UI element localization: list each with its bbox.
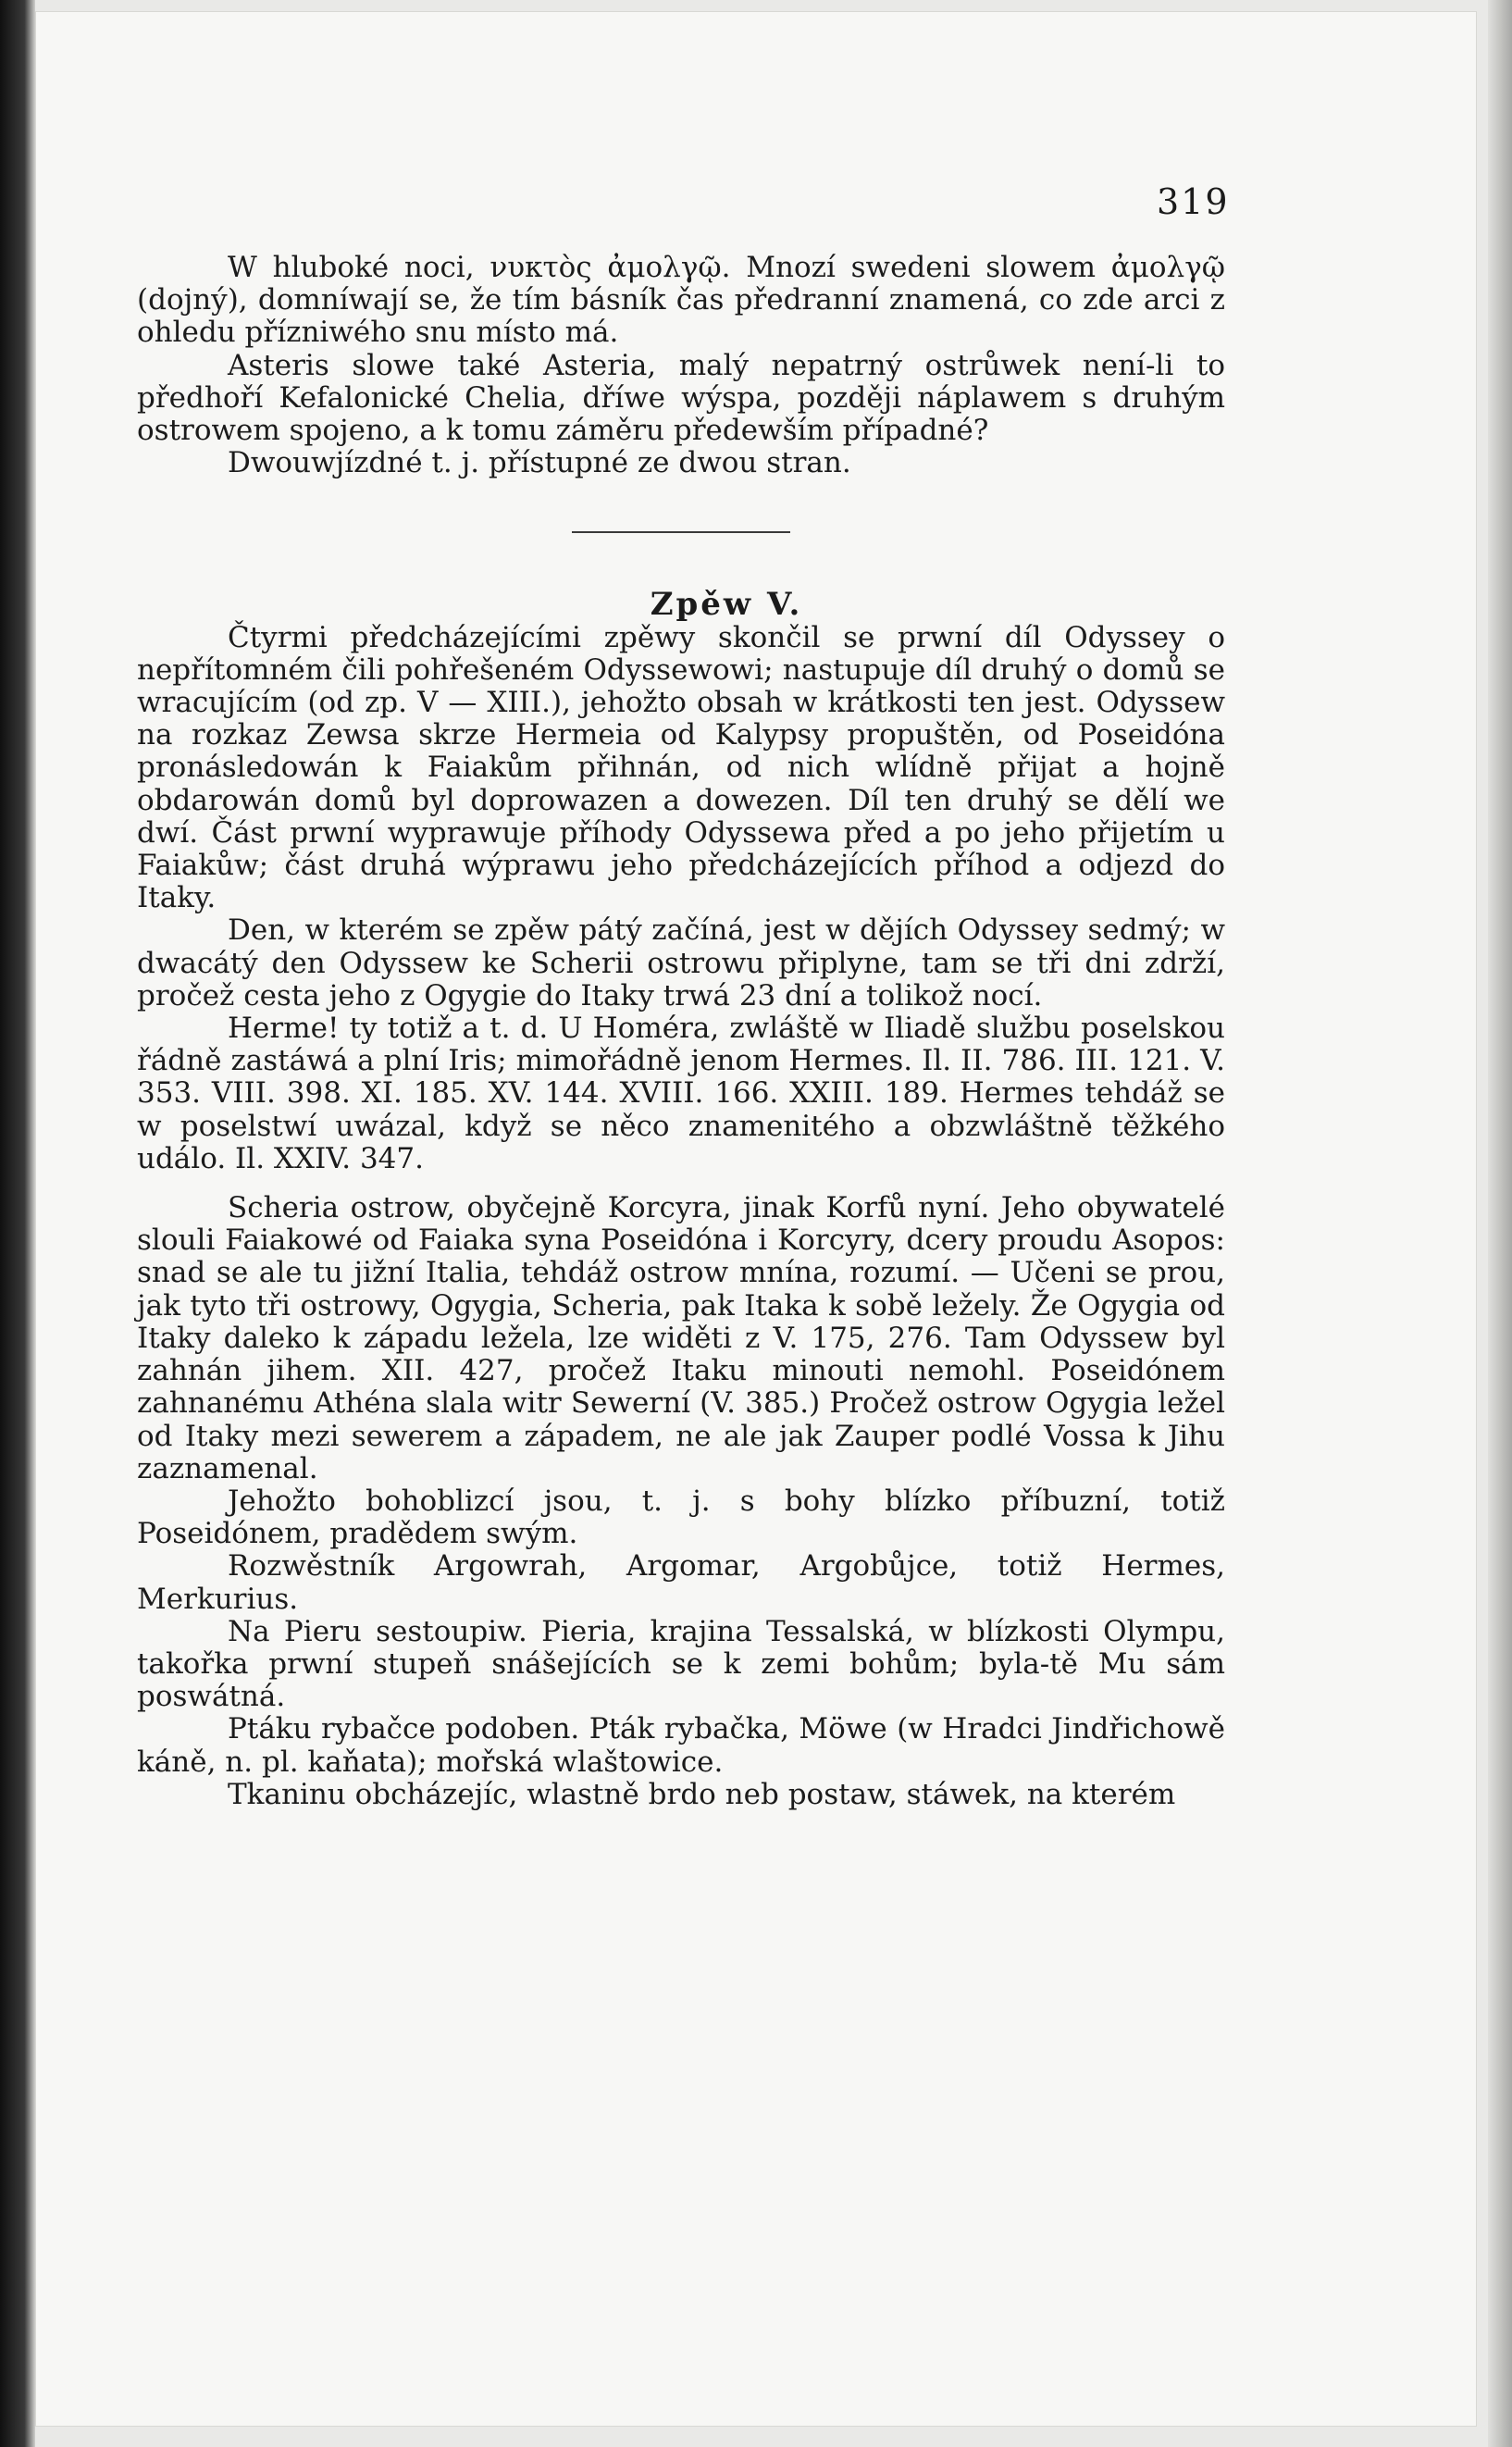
chapter-heading: Zpěw V. bbox=[650, 586, 803, 624]
paragraph: Rozwěstník Argowrah, Argomar, Argobůjce, totiž Hermes, Merkurius. bbox=[137, 1549, 1225, 1616]
paragraph: Tkaninu obcházejíc, wlastně brdo neb postaw, stáwek, na kterém bbox=[228, 1777, 1176, 1811]
paragraph: Čtyrmi předcházejícími zpěwy skončil se prwní díl Odyssey o nepřítomném čili pohřešeném Odyssewowi; nastupuje díl druhý o domů se wracujícím (od zp. V — XIII.), jehožto obsah w krátkosti ten jest. Odyssew na rozkaz Zewsa skrze Hermeia od Kalypsy propuštěn, od Poseidóna pronásledowán k Faiakům přihnán, od nich wlídně přijat a hojně obdarowán domů byl doprowazen a dowezen. Díl ten druhý se dělí we dwí. Část prwní wyprawuje příhody Odyssewa před a po jeho přijetím u Faiakůw; část druhá wýprawu jeho předcházejících příhod a odjezd do Itaky. bbox=[137, 620, 1225, 915]
divider-rule bbox=[572, 531, 790, 533]
page-text bbox=[137, 252, 1225, 1811]
book-spine-shadow bbox=[0, 0, 35, 2447]
page-number: 319 bbox=[1157, 181, 1230, 222]
paragraph: Herme! ty totiž a t. d. U Homéra, zwláště w Iliadě službu poselskou řádně zastáwá a plní Iris; mimořádně jenom Hermes. Il. II. 786. III. 121. V. 353. VIII. 398. XI. 185. XV. 144. XVIII. 166. XXIII. 189. Hermes tehdáž se w poselstwí uwázal, když se něco znamenitého a obzwláštně těžkého událo. Il. XXIV. 347. bbox=[137, 1012, 1225, 1175]
section-divider bbox=[137, 479, 1225, 589]
paragraph: Scheria ostrow, obyčejně Korcyra, jinak Korfů nyní. Jeho obywatelé slouli Faiakowé od Faiaka syna Poseidóna i Korcyry, dcery proudu Asopos: snad se ale tu jižní Italia, tehdáž ostrow mnína, rozumí. — Učeni se prou, jak tyto tři ostrowy, Ogygia, Scheria, pak Itaka k sobě ležely. Že Ogygia od Itaky daleko k západu ležela, lze widěti z V. 175, 276. Tam Odyssew byl zahnán jihem. XII. 427, pročež Itaku minouti nemohl. Poseidónem zahnanému Athéna slala witr Sewerní (V. 385.) Pročež ostrow Ogygia ležel od Itaky mezi sewerem a západem, ne ale jak Zauper podlé Vossa k Jihu zaznamenal. bbox=[137, 1191, 1225, 1485]
paragraph: Jehožto bohoblizcí jsou, t. j. s bohy blízko příbuzní, totiž Poseidónem, pradědem swým. bbox=[137, 1484, 1225, 1551]
paragraph: Asteris slowe také Asteria, malý nepatrný ostrůwek není-li to předhoří Kefalonické Chelia, dříwe wýspa, později náplawem s druhým ostrowem spojeno, a k tomu záměru předewším případné? bbox=[137, 348, 1225, 448]
paragraph: Ptáku rybačce podoben. Pták rybačka, Möwe (w Hradci Jindřichowě káně, n. pl. kaňata); mořská wlaštowice. bbox=[137, 1712, 1225, 1779]
paragraph: Dwouwjízdné t. j. přístupné ze dwou stran. bbox=[228, 446, 851, 480]
page-edge-shadow bbox=[1488, 0, 1512, 2447]
paragraph: Na Pieru sestoupiw. Pieria, krajina Tessalská, w blízkosti Olympu, takořka prwní stupeň snášejících se k zemi bohům; byla-tě Mu sám poswátná. bbox=[137, 1614, 1225, 1714]
paragraph: W hluboké noci, νυκτὸς ἀμολγῷ. Mnozí swedeni slowem ἀμολγῷ (dojný), domníwají se, že tím básník čas předranní znamená, co zde arci z ohledu přízniwého snu místo má. bbox=[137, 251, 1225, 350]
paragraph: Den, w kterém se zpěw pátý začíná, jest w dějích Odyssey sedmý; w dwacátý den Odyssew ke Scherii ostrowu připlyne, tam se tři dni zdrží, pročež cesta jeho z Ogygie do Itaky trwá 23 dní a tolikož nocí. bbox=[137, 913, 1225, 1012]
